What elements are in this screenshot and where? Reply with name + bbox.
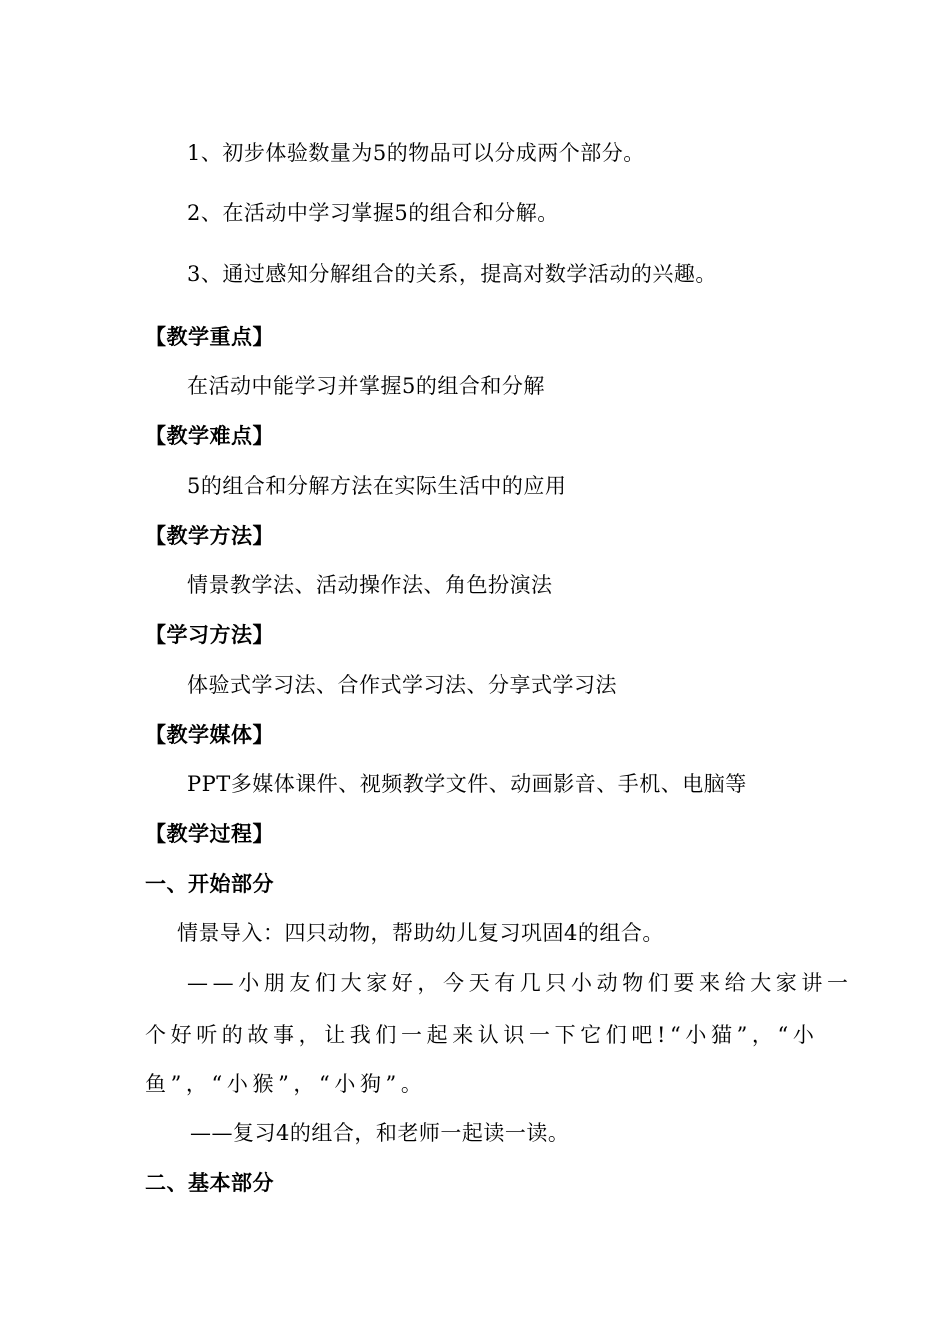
heading-difficulty: 【教学难点】 bbox=[145, 424, 274, 448]
heading-part-two: 二、基本部分 bbox=[145, 1171, 274, 1195]
dialogue-line-3: 鱼”，“小猴”，“小狗”。 bbox=[145, 1072, 427, 1096]
teaching-method-text: 情景教学法、活动操作法、角色扮演法 bbox=[187, 573, 553, 597]
objective-1: 1、初步体验数量为5的物品可以分成两个部分。 bbox=[187, 141, 645, 165]
part-one-review: ——复习4的组合，和老师一起读一读。 bbox=[190, 1121, 570, 1145]
key-point-text: 在活动中能学习并掌握5的组合和分解 bbox=[187, 374, 545, 398]
heading-media: 【教学媒体】 bbox=[145, 723, 274, 747]
learning-method-text: 体验式学习法、合作式学习法、分享式学习法 bbox=[187, 673, 617, 697]
objective-3: 3、通过感知分解组合的关系，提高对数学活动的兴趣。 bbox=[187, 262, 717, 286]
heading-teaching-method: 【教学方法】 bbox=[145, 524, 274, 548]
heading-part-one: 一、开始部分 bbox=[145, 872, 274, 896]
heading-key-point: 【教学重点】 bbox=[145, 325, 274, 349]
heading-process: 【教学过程】 bbox=[145, 822, 274, 846]
difficulty-text: 5的组合和分解方法在实际生活中的应用 bbox=[187, 474, 567, 498]
dialogue-line-1: ——小朋友们大家好，今天有几只小动物们要来给大家讲一 bbox=[187, 971, 853, 995]
media-text: PPT多媒体课件、视频教学文件、动画影音、手机、电脑等 bbox=[187, 772, 747, 796]
objective-2: 2、在活动中学习掌握5的组合和分解。 bbox=[187, 201, 559, 225]
part-one-intro: 情景导入：四只动物，帮助幼儿复习巩固4的组合。 bbox=[177, 921, 664, 945]
dialogue-line-2: 个好听的故事，让我们一起来认识一下它们吧!“小猫”，“小 bbox=[145, 1023, 819, 1047]
heading-learning-method: 【学习方法】 bbox=[145, 623, 274, 647]
